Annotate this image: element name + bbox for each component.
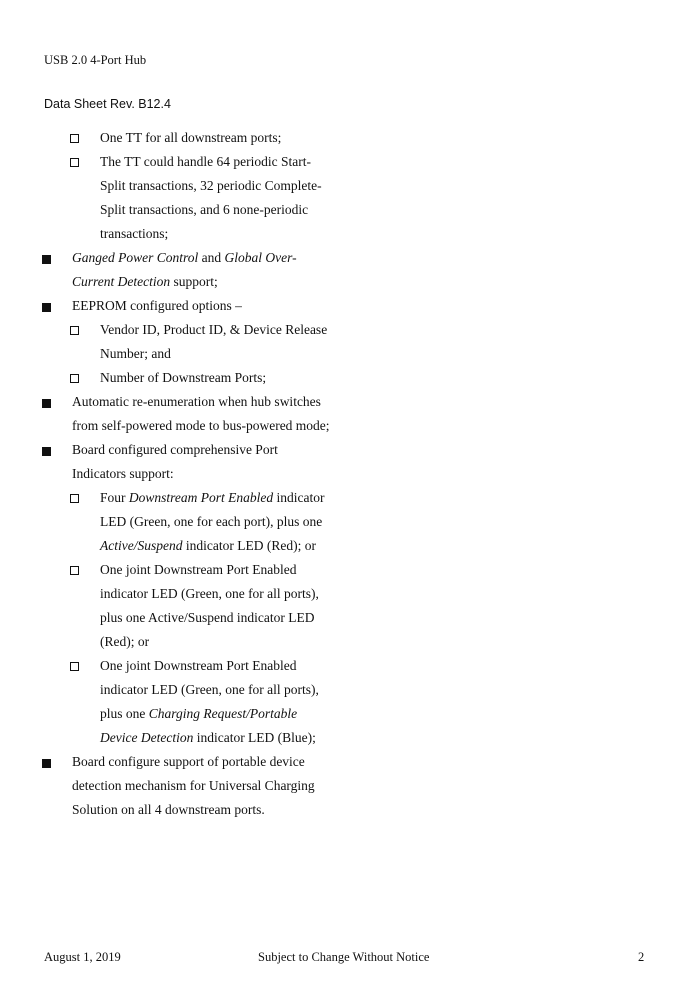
filled-square-bullet-icon bbox=[42, 438, 51, 462]
list-item-text: Board configure support of portable device detection mechanism for Universal Charging Solution on all 4 downstream ports. bbox=[72, 754, 315, 817]
footer-notice: Subject to Change Without Notice bbox=[258, 950, 430, 964]
filled-square-bullet-icon bbox=[42, 246, 51, 270]
list-item-text: Board configured comprehensive Port Indicators support: bbox=[72, 442, 278, 481]
emphasis-text: Global Over-Current Detection bbox=[72, 250, 297, 289]
emphasis-text: Downstream Port Enabled bbox=[128, 490, 274, 505]
feature-list bbox=[0, 126, 689, 822]
plain-text: indicator LED (Red); or bbox=[182, 538, 316, 553]
hollow-square-bullet-icon bbox=[70, 126, 79, 150]
list-item bbox=[0, 246, 334, 294]
filled-square-bullet-icon bbox=[42, 750, 51, 774]
list-item-text bbox=[72, 250, 297, 289]
footer-date: August 1, 2019 bbox=[44, 950, 121, 964]
hollow-square-bullet-icon bbox=[70, 366, 79, 390]
document-title: USB 2.0 4-Port Hub bbox=[44, 53, 147, 67]
emphasis-text: Charging Request/Portable Device Detection bbox=[100, 706, 298, 745]
list-item bbox=[0, 558, 334, 654]
list-item-text: Number of Downstream Ports; bbox=[100, 370, 267, 385]
list-item-text bbox=[100, 490, 325, 553]
plain-text: and bbox=[198, 250, 225, 265]
list-item-text: One TT for all downstream ports; bbox=[100, 130, 282, 145]
list-item bbox=[0, 750, 334, 822]
list-item bbox=[0, 366, 334, 390]
filled-square-bullet-icon bbox=[42, 294, 51, 318]
list-item bbox=[0, 390, 334, 438]
hollow-square-bullet-icon bbox=[70, 486, 79, 510]
list-item bbox=[0, 294, 334, 318]
list-item bbox=[0, 318, 334, 366]
list-item-text: EEPROM configured options – bbox=[72, 298, 242, 313]
list-item-text: The TT could handle 64 periodic Start-Split transactions, 32 periodic Complete-Split transactions, and 6 none-periodic transactions; bbox=[100, 154, 322, 241]
list-item-text bbox=[100, 658, 319, 745]
list-item bbox=[0, 150, 334, 246]
plain-text: Four bbox=[100, 490, 129, 505]
plain-text: indicator LED (Blue); bbox=[193, 730, 316, 745]
list-item-text: One joint Downstream Port Enabled indicator LED (Green, one for all ports), plus one Active/Suspend indicator LED (Red); or bbox=[100, 562, 319, 649]
list-item bbox=[0, 438, 334, 486]
hollow-square-bullet-icon bbox=[70, 654, 79, 678]
list-item bbox=[0, 486, 334, 558]
datasheet-revision: Data Sheet Rev. B12.4 bbox=[44, 97, 171, 111]
hollow-square-bullet-icon bbox=[70, 150, 79, 174]
plain-text: indicator LED (Green, one for each port), plus one bbox=[100, 490, 325, 529]
list-item bbox=[0, 654, 334, 750]
hollow-square-bullet-icon bbox=[70, 558, 79, 582]
emphasis-text: Active/Suspend bbox=[100, 538, 183, 553]
page-number: 2 bbox=[638, 950, 645, 964]
list-item bbox=[0, 126, 334, 150]
emphasis-text: Ganged Power Control bbox=[72, 250, 199, 265]
list-item-text: Automatic re-enumeration when hub switches from self-powered mode to bus-powered mode; bbox=[72, 394, 330, 433]
filled-square-bullet-icon bbox=[42, 390, 51, 414]
list-item-text: Vendor ID, Product ID, & Device Release Number; and bbox=[100, 322, 328, 361]
hollow-square-bullet-icon bbox=[70, 318, 79, 342]
plain-text: support; bbox=[170, 274, 218, 289]
plain-text: One joint Downstream Port Enabled indicator LED (Green, one for all ports), plus one bbox=[100, 658, 319, 721]
